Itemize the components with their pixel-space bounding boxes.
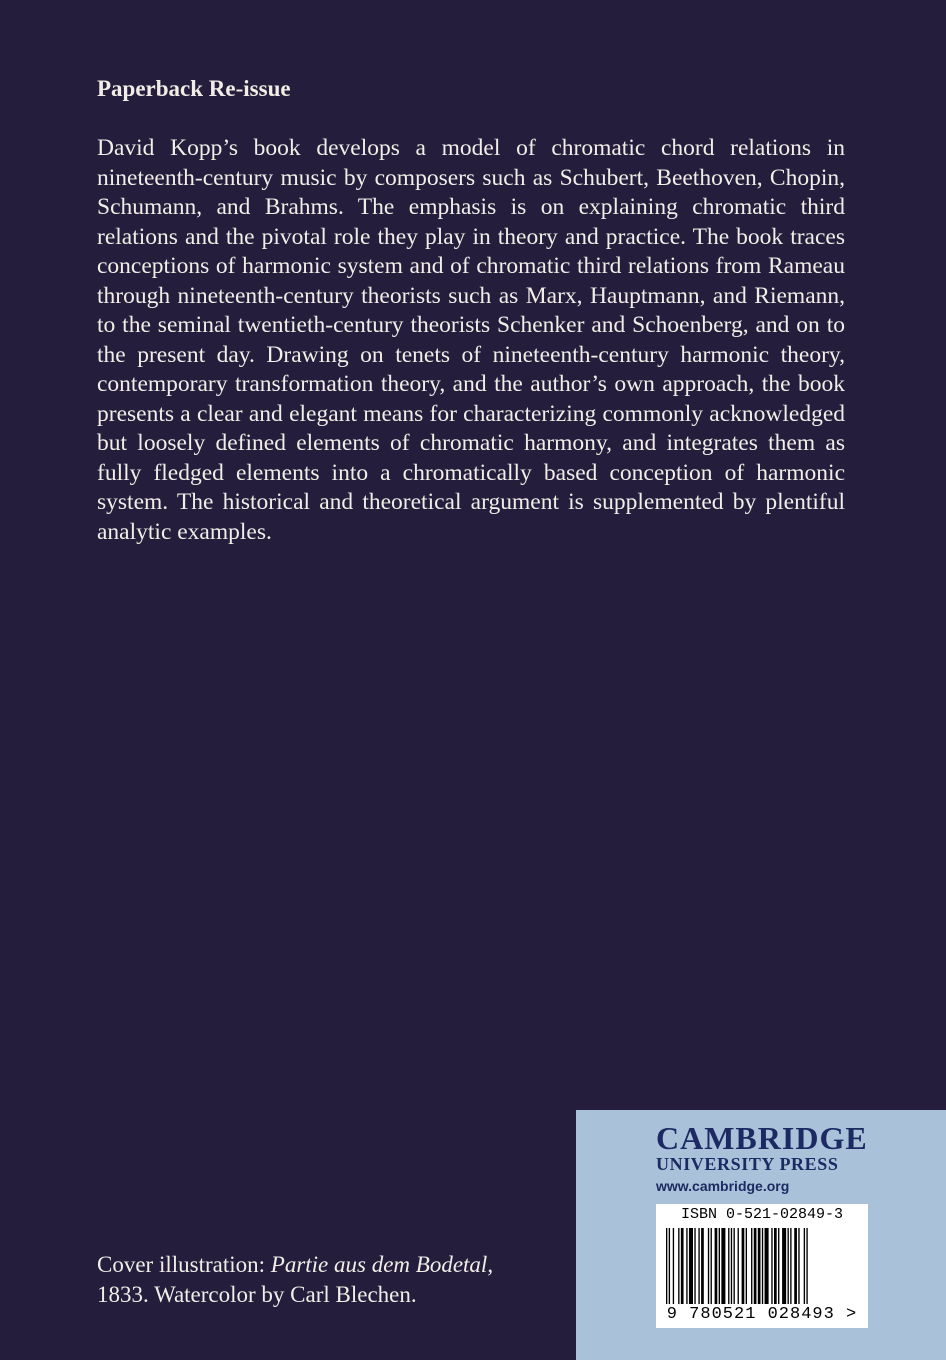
- ean-digits: 9 780521 028493 >: [666, 1305, 858, 1324]
- caption-suffix: , 1833. Watercolor by Carl Blechen.: [97, 1252, 494, 1307]
- barcode-bar: [758, 1228, 761, 1304]
- barcode-bar: [782, 1228, 786, 1304]
- barcode-bar: [708, 1228, 709, 1304]
- caption-artwork-title: Partie aus dem Bodetal: [270, 1252, 488, 1277]
- caption-prefix: Cover illustration:: [97, 1252, 271, 1277]
- barcode-bar: [738, 1228, 739, 1304]
- barcode-bar: [689, 1228, 693, 1304]
- barcode-bar: [728, 1228, 729, 1304]
- barcode-bar: [694, 1228, 695, 1304]
- isbn-label: ISBN 0-521-02849-3: [680, 1206, 844, 1223]
- barcode-bar: [751, 1228, 752, 1304]
- barcode-card: [656, 1204, 868, 1328]
- barcode-bar: [678, 1228, 679, 1304]
- publisher-name: CAMBRIDGE: [656, 1120, 868, 1156]
- barcode-bar: [715, 1228, 718, 1304]
- barcode-bar: [701, 1228, 704, 1304]
- cover-illustration-caption: [97, 1250, 537, 1310]
- barcode-bar: [711, 1228, 712, 1304]
- barcode-bar: [804, 1228, 805, 1304]
- barcode-bar: [790, 1228, 791, 1304]
- barcode-bar: [731, 1228, 732, 1304]
- barcode-bar: [698, 1228, 699, 1304]
- book-description: David Kopp’s book develops a model of chromatic chord relations in nineteenth-century music by composers such as Schubert, Beethoven, Chopin, Schumann, and Brahms. The emphasis is on explaining chromatic third relations and the pivotal role they play in theory and practice. The book traces conceptions of harmonic system and of chromatic third relations from Rameau through nineteenth-century theorists such as Marx, Hauptmann, and Riemann, to the seminal twentieth-century theorists Schenker and Schoenberg, and on to the present day. Drawing on tenets of nineteenth-century harmonic theory, contemporary transformation theory, and the author’s own approach, the book presents a clear and elegant means for characterizing commonly acknowledged but loosely defined elements of chromatic harmony, and integrates them as fully fledged elements into a chromatically based conception of harmonic system. The historical and theoretical argument is supplemented by plentiful analytic examples.: [97, 135, 845, 545]
- barcode-bar: [794, 1228, 797, 1304]
- barcode-bar: [746, 1228, 747, 1304]
- barcode-bar: [734, 1228, 735, 1304]
- barcode-bar: [754, 1228, 757, 1304]
- barcode-bar: [806, 1228, 807, 1304]
- barcode-bar: [765, 1228, 769, 1304]
- barcode-bar: [681, 1228, 684, 1304]
- barcode-bar: [721, 1228, 725, 1304]
- barcode-bar: [774, 1228, 777, 1304]
- barcode-bar: [666, 1228, 667, 1304]
- barcode-bar: [798, 1228, 799, 1304]
- publisher-url: www.cambridge.org: [656, 1178, 790, 1194]
- barcode-bar: [669, 1228, 670, 1304]
- publisher-box: [576, 1110, 946, 1360]
- barcode-bar: [778, 1228, 779, 1304]
- barcode-bar: [686, 1228, 687, 1304]
- barcode-bar: [762, 1228, 763, 1304]
- barcode-bar: [788, 1228, 789, 1304]
- barcode-bar: [719, 1228, 720, 1304]
- publisher-subname: UNIVERSITY PRESS: [656, 1154, 839, 1174]
- barcode-bar: [771, 1228, 772, 1304]
- barcode-icon: [664, 1228, 860, 1304]
- barcode-bar: [673, 1228, 674, 1304]
- cover-heading: Paperback Re-issue: [97, 76, 291, 101]
- barcode-bar: [742, 1228, 745, 1304]
